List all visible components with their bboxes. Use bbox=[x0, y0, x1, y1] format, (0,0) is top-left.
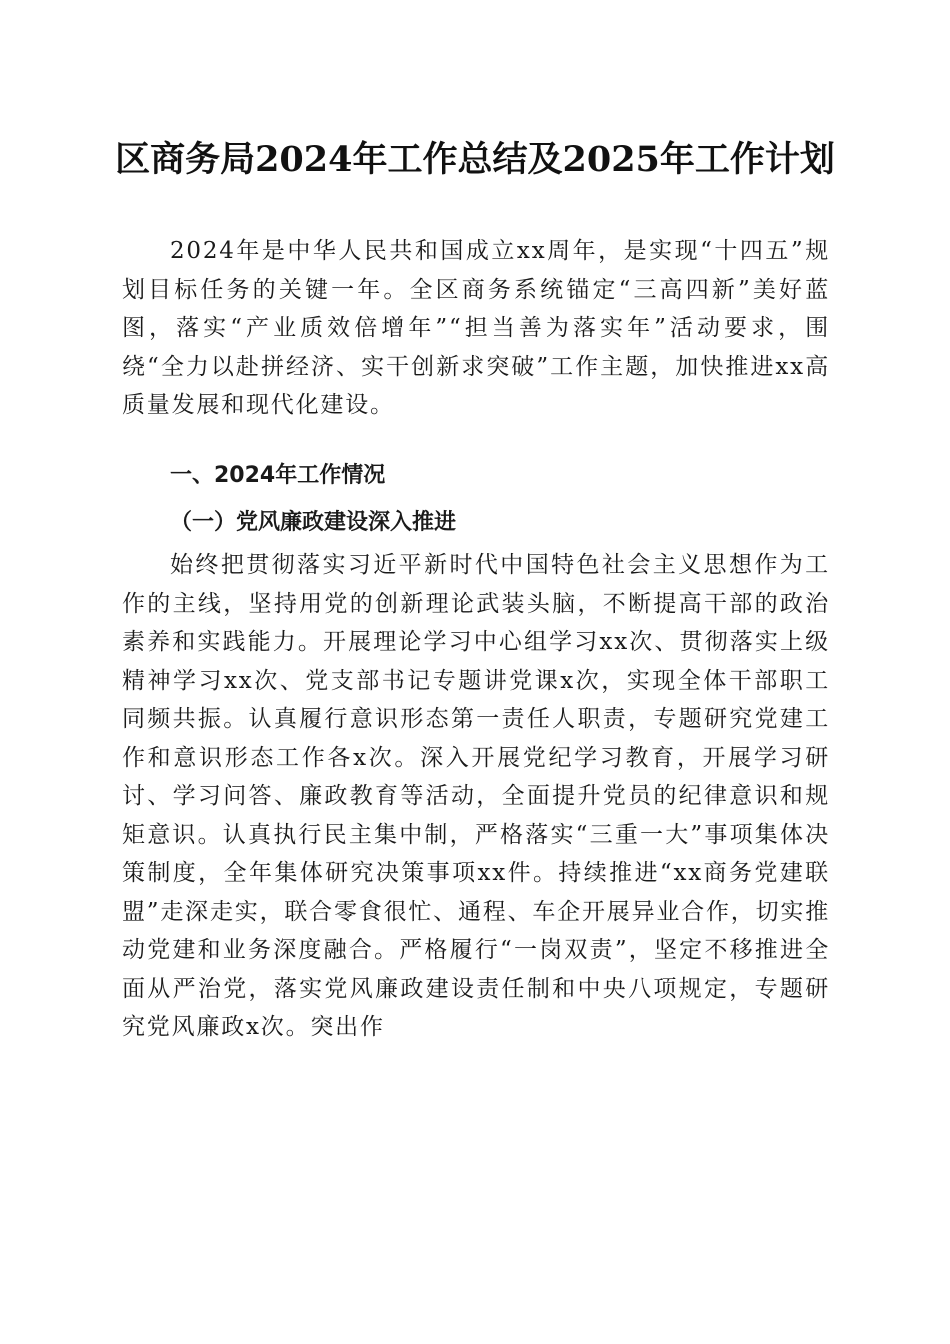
intro-paragraph: 2024年是中华人民共和国成立xx周年，是实现“十四五”规划目标任务的关键一年。全区商务系统锚定“三高四新”美好蓝图，落实“产业质效倍增年”“担当善为落实年”活动要求，围绕“全力以赴拼经济、实干创新求突破”工作主题，加快推进xx高质量发展和现代化建设。 bbox=[122, 238, 830, 418]
section-heading-2024-work: 一、2024年工作情况 bbox=[170, 463, 386, 488]
document-title: 区商务局2024年工作总结及2025年工作计划 bbox=[115, 139, 835, 180]
subsection-heading-party-conduct: （一）党风廉政建设深入推进 bbox=[170, 509, 457, 535]
body-paragraph-party-conduct: 始终把贯彻落实习近平新时代中国特色社会主义思想作为工作的主线，坚持用党的创新理论武装头脑，不断提高干部的政治素养和实践能力。开展理论学习中心组学习xx次、贯彻落实上级精神学习xx次、党支部书记专题讲党课x次，实现全体干部职工同频共振。认真履行意识形态第一责任人职责，专题研究党建工作和意识形态工作各x次。深入开展党纪学习教育，开展学习研讨、学习问答、廉政教育等活动，全面提升党员的纪律意识和规矩意识。认真执行民主集中制，严格落实“三重一大”事项集体决策制度，全年集体研究决策事项xx件。持续推进“xx商务党建联盟”走深走实，联合零食很忙、通程、车企开展异业合作，切实推动党建和业务深度融合。严格履行“一岗双责”，坚定不移推进全面从严治党，落实党风廉政建设责任制和中央八项规定，专题研究党风廉政x次。突出作 bbox=[122, 552, 830, 1040]
